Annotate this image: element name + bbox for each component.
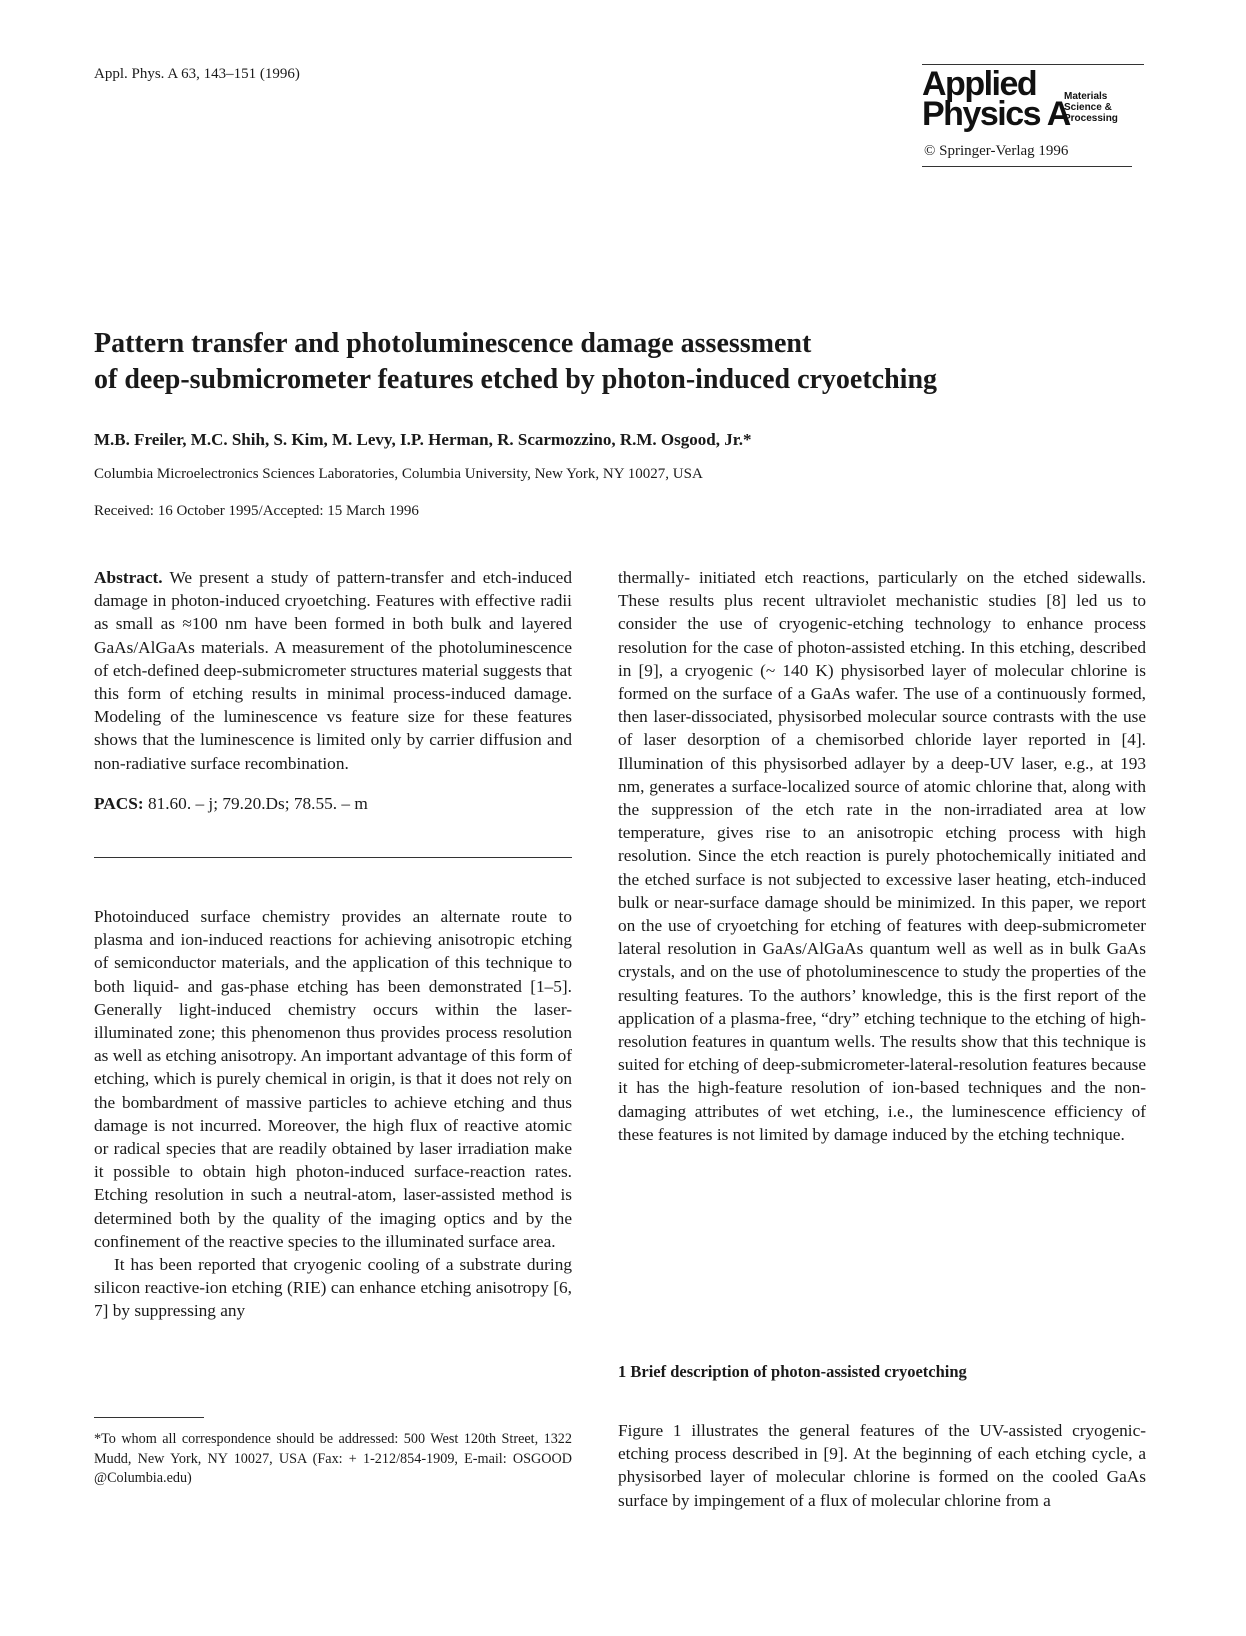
journal-logo-block	[922, 64, 1144, 167]
title-line-1: Pattern transfer and photoluminescence damage assessment	[94, 328, 812, 359]
abstract-label: Abstract.	[94, 568, 163, 587]
right-column-text	[618, 566, 1146, 1146]
pacs-text: 81.60. – j; 79.20.Ds; 78.55. – m	[147, 794, 368, 813]
journal-logo	[922, 65, 1144, 141]
section-1-text	[618, 1419, 1146, 1512]
affiliation: Columbia Microelectronics Sciences Laboratories, Columbia University, New York, NY 10027, USA	[94, 466, 703, 482]
introduction	[94, 905, 572, 1323]
received-dates: Received: 16 October 1995/Accepted: 15 March 1996	[94, 503, 419, 519]
logo-line-1: Applied	[922, 65, 1037, 103]
correspondence-footnote: *To whom all correspondence should be addressed: 500 West 120th Street, 1322 Mudd, New York, NY 10027, USA (Fax: + 1-212/854-1909, E-mail: OSGOOD @Columbia.edu)	[94, 1431, 572, 1486]
footnote-rule	[94, 1417, 204, 1418]
intro-paragraph-2: It has been reported that cryogenic cooling of a substrate during silicon reactive-ion etching (RIE) can enhance etching anisotropy [6, 7] by suppressing any	[94, 1255, 572, 1321]
right-paragraph-1: thermally- initiated etch reactions, particularly on the etched sidewalls. These results plus recent ultraviolet mechanistic studies [8] led us to consider the use of cryogenic-etching technology to enhance process resolution for the case of photon-assisted etching. In this etching, described in [9], a cryogenic (~ 140 K) physisorbed layer of molecular chlorine is formed on the surface of a GaAs wafer. The use of a continuously formed, then laser-dissociated, physisorbed molecular source contrasts with the use of laser desorption of a chemisorbed chloride layer reported in [4]. Illumination of this physisorbed adlayer by a deep-UV laser, e.g., at 193 nm, generates a surface-localized source of atomic chlorine that, along with the suppression of the etch rate in the non-irradiated area at low temperature, gives rise to an anisotropic etching process with high resolution. Since the etch reaction is purely photochemically initiated and the etched surface is not subjected to excessive laser heating, etch-induced bulk or near-surface damage should be minimized. In this paper, we report on the use of cryoetching for etching of features with deep-submicrometer lateral resolution in GaAs/AlGaAs quantum well as well as in bulk GaAs crystals, and on the use of photoluminescence to study the properties of the resulting features. To the authors’ knowledge, this is the first report of the application of a plasma-free, “dry” etching technique to the etching of high-resolution features in quantum wells. The results show that this technique is suited for etching of deep-submicrometer-lateral-resolution features because it has the high-feature resolution of ion-based techniques and the non-damaging attributes of wet etching, i.e., the luminescence efficiency of these features is not limited by damage induced by the etching technique.	[618, 568, 1146, 1144]
logo-subtitle	[1064, 91, 1118, 124]
logo-bottom-rule	[922, 166, 1132, 167]
copyright-notice: © Springer-Verlag 1996	[924, 143, 1069, 159]
abstract	[94, 566, 572, 775]
journal-citation: Appl. Phys. A 63, 143–151 (1996)	[94, 66, 300, 82]
logo-sub-2: Science &	[1064, 102, 1112, 113]
author-list: M.B. Freiler, M.C. Shih, S. Kim, M. Levy, I.P. Herman, R. Scarmozzino, R.M. Osgood, Jr.*	[94, 430, 752, 449]
section-1-paragraph: Figure 1 illustrates the general features of the UV-assisted cryogenic-etching process described in [9]. At the beginning of each etching cycle, a physisorbed layer of molecular chlorine is formed on the cooled GaAs surface by impingement of a flux of molecular chlorine from a	[618, 1421, 1146, 1510]
abstract-text: We present a study of pattern-transfer and etch-induced damage in photon-induced cryoetching. Features with effective radii as small as ≈100 nm have been formed in both bulk and layered GaAs/AlGaAs materials. A measurement of the photoluminescence of etch-defined deep-submicrometer structures material suggests that this form of etching results in minimal process-induced damage. Modeling of the luminescence vs feature size for these features shows that the luminescence is limited only by carrier diffusion and non-radiative surface recombination.	[94, 568, 572, 773]
logo-sub-3: Processing	[1064, 113, 1118, 124]
abstract-divider	[94, 857, 572, 858]
paper-title	[94, 326, 1154, 398]
logo-main-text	[922, 65, 1070, 133]
title-line-2: of deep-submicrometer features etched by photon-induced cryoetching	[94, 364, 938, 395]
logo-sub-1: Materials	[1064, 91, 1108, 102]
intro-paragraph-1: Photoinduced surface chemistry provides an alternate route to plasma and ion-induced reactions for achieving anisotropic etching of semiconductor materials, and the application of this technique to both liquid- and gas-phase etching has been demonstrated [1–5]. Generally light-induced chemistry occurs within the laser-illuminated zone; this phenomenon thus provides process resolution as well as etching anisotropy. An important advantage of this form of etching, which is purely chemical in origin, is that it does not rely on the bombardment of massive particles to achieve etching and thus damage is not incurred. Moreover, the high flux of reactive atomic or radical species that are readily obtained by laser irradiation make it possible to obtain high photon-induced surface-reaction rates. Etching resolution in such a neutral-atom, laser-assisted method is determined both by the quality of the imaging optics and by the confinement of the reactive species to the illuminated surface area.	[94, 907, 572, 1251]
pacs-codes	[94, 794, 368, 814]
logo-line-2: Physics A	[922, 95, 1070, 133]
section-heading: 1 Brief description of photon-assisted cryoetching	[618, 1362, 967, 1381]
pacs-label: PACS:	[94, 794, 144, 813]
